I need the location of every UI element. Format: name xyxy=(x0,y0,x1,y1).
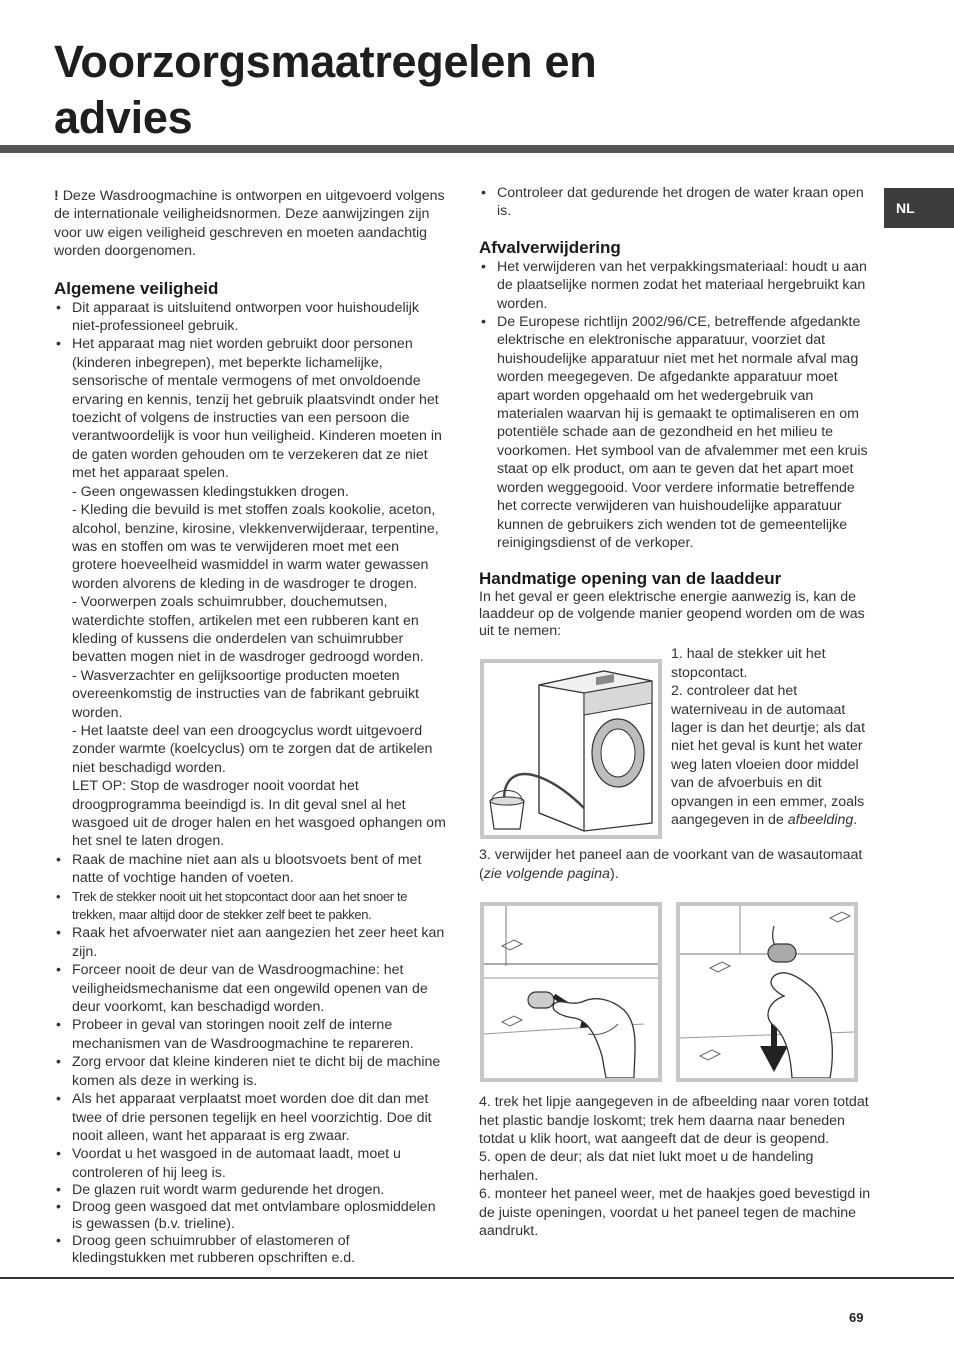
step-1: 1. haal de stekker uit het stopcontact. xyxy=(671,646,826,681)
sub-item: - Wasverzachter en gelijksoortige producten moeten overeenkomstig de instructies van de fabrikant gebruikt worden. xyxy=(72,667,419,721)
list-item: • Forceer nooit de deur van de Wasdroogmachine: het veiligheidsmechanisme dat een ongewild openen van de deur voorkomt, kan beschadigd worden. xyxy=(54,961,446,1016)
sub-item: - Kleding die bevuild is met stoffen zoals kookolie, aceton, alcohol, benzine, kirosine, vlekkenverwijderaar, terpentine, was en stoffen om was te verwijderen moet met een grotere hoeveelheid wasmiddel in warm water gewassen worden alvorens de kleding in de wasdroger te drogen. xyxy=(72,502,439,592)
list-item: • Voordat u het wasgoed in de automaat laadt, moet u controleren of hij leeg is. xyxy=(54,1145,446,1182)
step-3: 3. verwijder het paneel aan de voorkant van de wasautomaat (zie volgende pagina). xyxy=(479,847,863,882)
figure-pull-tab-forward xyxy=(480,902,662,1082)
list-item: • Raak de machine niet aan als u blootsvoets bent of met natte of vochtige handen of voeten. xyxy=(54,851,446,888)
washing-machine-drain-illustration xyxy=(484,663,658,835)
pull-tab-down-illustration xyxy=(680,906,854,1078)
list-item: • De Europese richtlijn 2002/96/CE, betreffende afgedankte elektrische en elektronische apparatuur, voorziet dat huishoudelijke apparatuur niet met het normale afval mag worden meegegeven. De afgedankte apparatuur moet apart worden opgehaald om het wedergebruik van materialen waarvan hij is gemaakt te optimaliseren en om potentiële schade aan de gezondheid en het milieu te voorkomen. Het symbool van de afvalemmer met een kruis staat op elk product, om aan te geven dat het apart moet worden weggegooid. Voor verdere informatie betreffende het correcte verwijderen van huishoudelijke apparatuur kunnen de gebruikers zich wenden tot de gemeentelijke reinigingsdienst of de verkoper. xyxy=(479,313,873,552)
left-column xyxy=(54,187,446,1267)
general-safety-list xyxy=(54,299,446,1268)
page-title: Voorzorgsmaatregelen en advies xyxy=(54,36,597,143)
heading-manual-open: Handmatige opening van de laaddeur xyxy=(479,569,782,589)
pull-tab-forward-illustration xyxy=(484,906,658,1078)
list-item: • Als het apparaat verplaatst moet worden doe dit dan met twee of drie personen tegelijk en heel voorzichtig. Doe dit nooit alleen, want het apparaat is erg zwaar. xyxy=(54,1090,446,1145)
warning-mark: ! xyxy=(54,188,59,204)
manual-open-intro: In het geval er geen elektrische energie aanwezig is, kan de laaddeur op de volgende manier geopend worden om de was uit te nemen: xyxy=(479,589,865,640)
step-4: 4. trek het lipje aangegeven in de afbeelding naar voren totdat het plastic bandje loskomt; trek hem daarna naar beneden totdat u klik hoort, wat aangeeft dat de deur is geopend. xyxy=(479,1094,869,1147)
list-item: • Dit apparaat is uitsluitend ontworpen voor huishoudelijk niet-professioneel gebruik. xyxy=(54,299,446,336)
sub-item: - Het laatste deel van een droogcyclus wordt uitgevoerd zonder warmte (koelcyclus) om te zorgen dat de artikelen niet beschadigd worden. xyxy=(72,722,433,776)
list-item: • De glazen ruit wordt warm gedurende het drogen. xyxy=(54,1182,446,1199)
list-item: • Droog geen wasgoed dat met ontvlambare oplosmiddelen is gewassen (b.v. trieline). xyxy=(54,1199,446,1233)
sub-item: - Voorwerpen zoals schuimrubber, douchemutsen, waterdichte stoffen, artikelen met een rubberen kant en kleding of kussens die onderdelen van schuimrubber bevatten mogen niet in de wasdroger gedroogd worden. xyxy=(72,594,424,666)
title-divider xyxy=(0,145,954,153)
language-tab: NL xyxy=(884,188,954,228)
steps-1-2 xyxy=(671,645,871,829)
heading-disposal: Afvalverwijdering xyxy=(479,237,621,257)
list-item: • Droog geen schuimrubber of elastomeren of kledingstukken met rubberen opschriften e.d. xyxy=(54,1233,446,1267)
step-6: 6. monteer het paneel weer, met de haakjes goed bevestigd in de juiste openingen, voordat u het paneel tegen de machine aandrukt. xyxy=(479,1186,871,1239)
intro-paragraph: ! Deze Wasdroogmachine is ontworpen en uitgevoerd volgens de internationale veiligheidsnormen. Deze aanwijzingen zijn voor uw eigen veiligheid geschreven en moeten aandachtig worden doorgenomen. xyxy=(54,188,445,260)
figure-pull-tab-down xyxy=(676,902,858,1082)
page-number: 69 xyxy=(849,1310,864,1325)
disposal-list xyxy=(479,258,873,553)
list-item: • Zorg ervoor dat kleine kinderen niet te dicht bij de machine komen als deze in werking is. xyxy=(54,1053,446,1090)
step-5: 5. open de deur; als dat niet lukt moet u de handeling herhalen. xyxy=(479,1149,814,1184)
warning-note: LET OP: Stop de wasdroger nooit voordat het droogprogramma beeindigd is. In dit geval snel al het wasgoed uit de droger halen en het wasgoed ophangen om het snel te laten drogen. xyxy=(72,778,446,850)
step-2: 2. controleer dat het waterniveau in de automaat lager is dan het deurtje; als dat niet het geval is kunt het water weg laten vloeien door middel van de afvoerbuis en dit opvangen in een emmer, zoals aangegeven in de afbeelding. xyxy=(671,683,866,828)
heading-general-safety: Algemene veiligheid xyxy=(54,278,219,298)
list-item: • Het apparaat mag niet worden gebruikt door personen (kinderen inbegrepen), met beperkte lichamelijke, sensorische of mentale vermogens of met onvoldoende ervaring en kennis, tenzij het gebruik plaatsvindt onder het toezicht of volgens de instructies van een persoon die verantwoordelijk is voor hun veiligheid. Kinderen moeten in de gaten worden gehouden om te verzekeren dat ze niet met het apparaat spelen. - Geen ongewassen kledingstukken drogen. - Kleding die bevuild is met stoffen zoals kookolie, aceton, alcohol, benzine, kirosine, vlekkenverwijderaar, terpentine, was en stoffen om was te verwijderen moet met een grotere hoeveelheid wasmiddel in warm water gewassen worden alvorens de kleding in de wasdroger te drogen. - Voorwerpen zoals schuimrubber, douchemutsen, waterdichte stoffen, artikelen met een rubberen kant en kleding of kussens die onderdelen van schuimrubber bevatten mogen niet in de wasdroger gedroogd worden. - Wasverzachter en gelijksoortige producten moeten overeenkomstig de instructies van de fabrikant gebruikt worden. - Het laatste deel van een droogcyclus wordt uitgevoerd zonder warmte (koelcyclus) om te zorgen dat de artikelen niet beschadigd worden. LET OP: Stop de wasdroger nooit voordat het droogprogramma beeindigd is. In dit geval snel al het wasgoed uit de droger halen en het wasgoed ophangen om het snel te laten drogen. xyxy=(54,335,446,850)
list-item: • Controleer dat gedurende het drogen de water kraan open is. xyxy=(479,184,873,221)
list-item: • Trek de stekker nooit uit het stopcontact door aan het snoer te trekken, maar altijd door de stekker zelf beet te pakken. xyxy=(54,888,446,925)
sub-item: - Geen ongewassen kledingstukken drogen. xyxy=(72,483,349,500)
list-item: • Probeer in geval van storingen nooit zelf de interne mechanismen van de Wasdroogmachine te repareren. xyxy=(54,1016,446,1053)
list-item: • Raak het afvoerwater niet aan aangezien het zeer heet kan zijn. xyxy=(54,924,446,961)
figure-drain-bucket xyxy=(480,659,662,839)
right-top-list xyxy=(479,184,873,221)
footer-divider xyxy=(0,1277,954,1279)
list-item: • Het verwijderen van het verpakkingsmateriaal: houdt u aan de plaatselijke normen zodat het materiaal hergebruikt kan worden. xyxy=(479,258,873,313)
